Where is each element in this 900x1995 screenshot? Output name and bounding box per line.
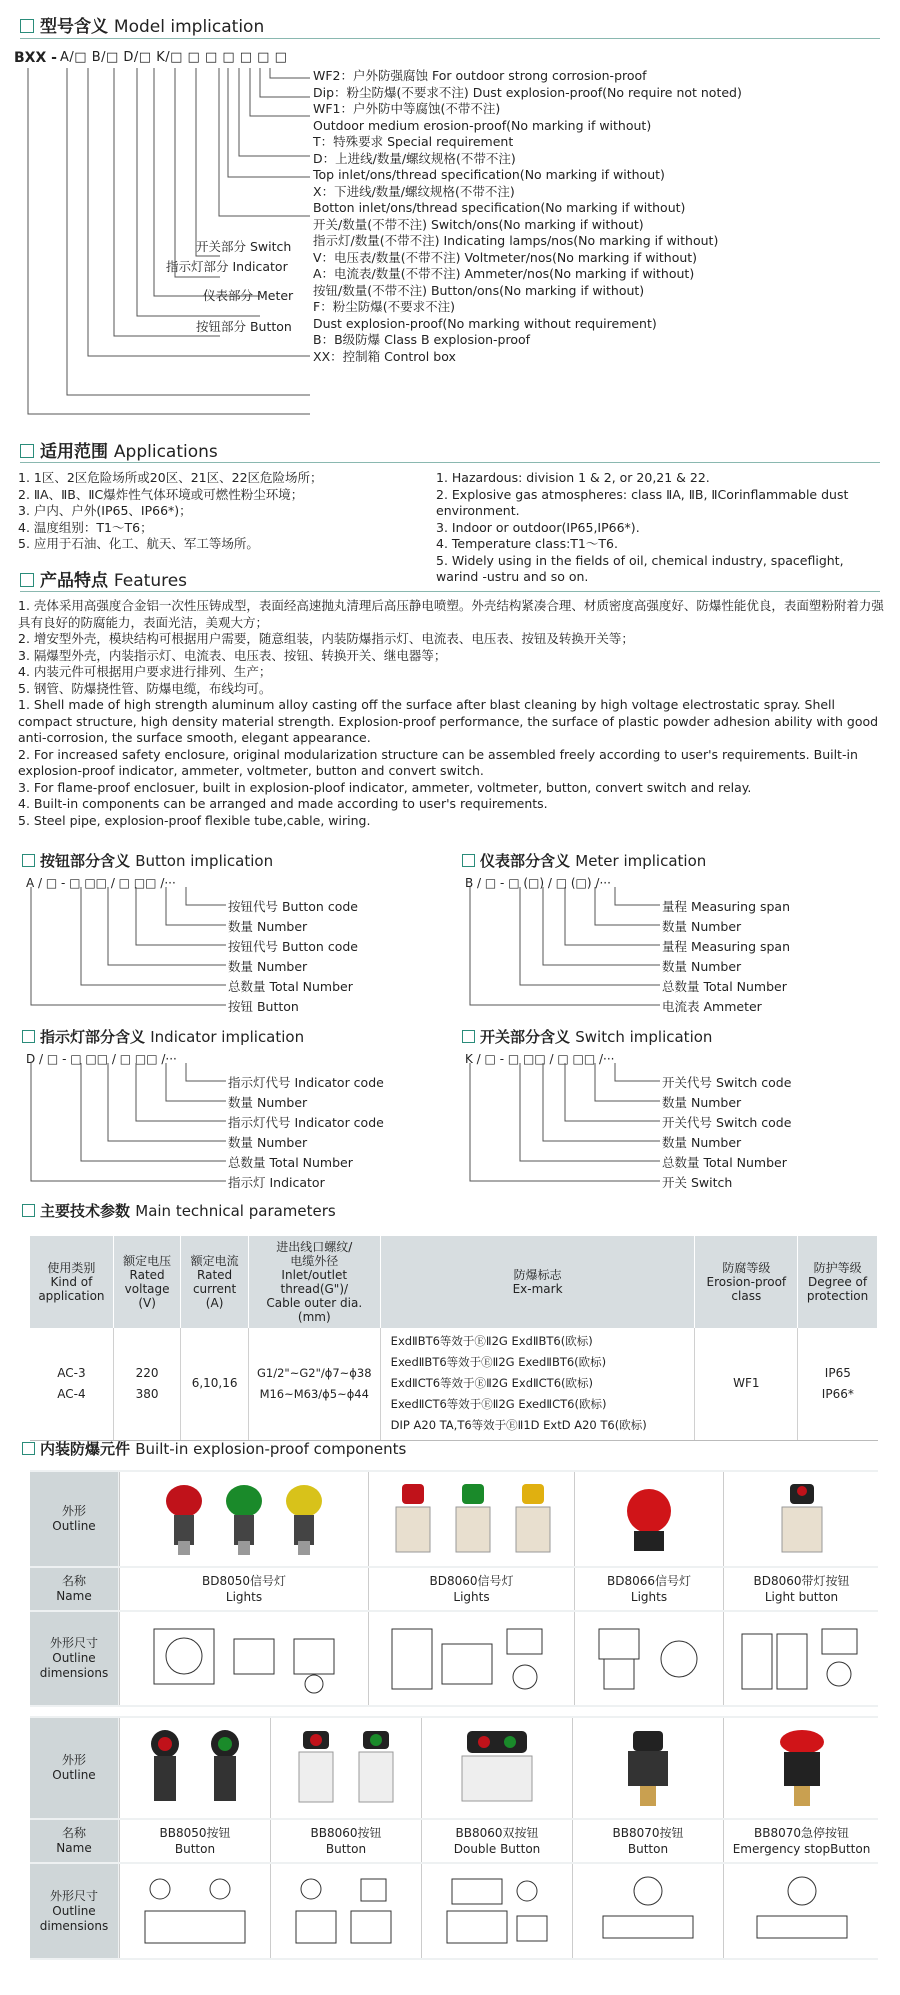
row-label-name: 名称 Name [30, 1820, 118, 1862]
features-section-title: 产品特点 Features [20, 566, 187, 591]
square-icon [22, 1204, 35, 1217]
row-label-dims: 外形尺寸 Outline dimensions [30, 1864, 118, 1958]
indicator-lights-image [382, 1479, 562, 1559]
components-title: 内装防爆元件 Built-in explosion-proof components [22, 1438, 406, 1459]
component-dims-bd8066 [574, 1612, 723, 1705]
component-image-bb8060-double [421, 1718, 572, 1818]
component-image-bb8060 [270, 1718, 421, 1818]
switch-impl-lines [465, 1061, 660, 1186]
square-icon [462, 854, 475, 867]
divider [20, 591, 880, 592]
tech-table [30, 1236, 878, 1441]
tech-title: 主要技术参数 Main technical parameters [22, 1200, 336, 1221]
dimension-drawing [584, 1619, 714, 1699]
component-name-bd8066: BD8066信号灯 Lights [574, 1568, 723, 1610]
square-icon [22, 1442, 35, 1455]
header-protection: 防护等级 Degree of protection [798, 1236, 878, 1328]
component-dims-bb8070-estop [723, 1864, 879, 1958]
component-image-bd8060 [368, 1472, 574, 1566]
component-name-bd8050: BD8050信号灯 Lights [119, 1568, 368, 1610]
row-label-outline: 外形 Outline [30, 1472, 118, 1566]
component-name-bb8070-estop: BB8070急停按钮 Emergency stopButton [723, 1820, 879, 1862]
model-label-indicator: 指示灯部分 Indicator [166, 259, 288, 274]
cell-erosion: WF1 [695, 1328, 798, 1440]
component-name-bb8070: BB8070按钮 Button [572, 1820, 723, 1862]
switch-impl-code: K / □ - □ □□ / □ □□ /··· [465, 1052, 615, 1066]
indicator-lights-image [144, 1479, 344, 1559]
divider [20, 38, 880, 39]
component-image-bd8060-button [723, 1472, 879, 1566]
component-image-bb8070-estop [723, 1718, 879, 1818]
header-kind: 使用类别 Kind of application [30, 1236, 113, 1328]
square-icon [22, 1030, 35, 1043]
indicator-impl-lines [26, 1061, 226, 1186]
component-dims-bd8060-light-button [723, 1612, 879, 1705]
emergency-stop-button-image [752, 1726, 852, 1811]
square-icon [20, 19, 34, 33]
switch-impl-title: 开关部分含义 Switch implication [462, 1026, 712, 1047]
dimension-drawing [583, 1871, 713, 1951]
applications-section-title: 适用范围 Applications [20, 437, 218, 462]
button-impl-lines [26, 885, 226, 1010]
model-right-lines: WF2：户外防强腐蚀 For outdoor strong corrosion-proof Dip：粉尘防爆(不要求不注) Dust explosion-proof(No require not noted) WF1：户外防中等腐蚀(不带不注) Outdoor medium erosion-proof(No marking if without) T：特殊要求 Special requirement D：上进线/数量/螺纹规格(不带不注) Top inlet/ons/thread specification(No marking if without) X：下进线/数量/螺纹规格(不带不注) Botton inlet/ons/thread specification(No marking if without) 开关/数量(不带不注) Switch/ons(No marking if without) 指示灯/数量(不带不注) Indicating lamps/nos(No marking if without) V：电压表/数量(不带不注) Voltmeter/nos(No marking if without) A：电流表/数量(不带不注) Ammeter/nos(No marking if without) 按钮/数量(不带不注) Button/ons(No marking if without) F：粉尘防爆(不要求不注) Dust explosion-proof(No marking without requirement) B：B级防爆 Class B explosion-proof XX：控制箱 Control box [313, 68, 742, 364]
component-name-bb8050: BB8050按钮 Button [119, 1820, 270, 1862]
indicator-impl-labels: 指示灯代号 Indicator code 数量 Number 指示灯代号 Indicator code 数量 Number 总数量 Total Number 指示灯 Indicator [228, 1075, 384, 1190]
model-label-button: 按钮部分 Button [196, 319, 292, 334]
applications-en-list: 1. Hazardous: division 1 & 2, or 20,21 & 22. 2. Explosive gas atmospheres: class ⅡA, ⅡB, ⅡCorinflammable dust environment. 3. Indoor or outdoor(IP65,IP66*). 4. Temperature class:T1～T6. 5. Widely using in the fields of oil, chemical industry, spaceflight, warind -ustru and so on. [436, 470, 849, 584]
applications-cn-list: 1. 1区、2区危险场所或20区、21区、22区危险场所； 2. ⅡA、ⅡB、ⅡC爆炸性气体环境或可燃性粉尘环境； 3. 户内、户外(IP65、IP66*)； 4. 温度组别：T1～T6； 5. 应用于石油、化工、航天、军工等场所。 [18, 470, 323, 551]
button-impl-title: 按钮部分含义 Button implication [22, 850, 273, 871]
header-current: 额定电流 Rated current (A) [181, 1236, 249, 1328]
component-dims-bb8070 [572, 1864, 723, 1958]
component-image-bb8050 [119, 1718, 270, 1818]
component-name-bb8060: BB8060按钮 Button [270, 1820, 421, 1862]
buttons-image [130, 1726, 260, 1811]
row-label-outline: 外形 Outline [30, 1718, 118, 1818]
component-dims-bb8060 [270, 1864, 421, 1958]
indicator-impl-title: 指示灯部分含义 Indicator implication [22, 1026, 304, 1047]
double-button-image [432, 1726, 562, 1811]
square-icon [462, 1030, 475, 1043]
cell-exmark: ExdⅡBT6等效于ⒺⅡ2G ExdⅡBT6(欧标) ExedⅡBT6等效于ⒺⅡ2G ExedⅡBT6(欧标) ExdⅡCT6等效于ⒺⅡ2G ExdⅡCT6(欧标) ExedⅡCT6等效于ⒺⅡ2G ExedⅡCT6(欧标) DIP A20 TA,T6等效于ⒺⅡ1D ExtD A20 T6(欧标) [380, 1328, 695, 1440]
component-image-bd8050 [119, 1472, 368, 1566]
cell-thread: G1/2"~G2"/ϕ7~ϕ38 M16~M63/ϕ5~ϕ44 [248, 1328, 380, 1440]
model-section-title: 型号含义 Model implication [20, 12, 264, 37]
dimension-drawing [134, 1619, 354, 1699]
header-thread: 进出线口螺纹/ 电缆外径 Inlet/outlet thread(G")/ Cable outer dia.(mm) [248, 1236, 380, 1328]
component-dims-bb8050 [119, 1864, 270, 1958]
cell-protection: IP65 IP66* [798, 1328, 878, 1440]
square-icon [20, 573, 34, 587]
dimension-drawing [377, 1619, 567, 1699]
square-icon [20, 444, 34, 458]
dimension-drawing [130, 1871, 260, 1951]
square-icon [22, 854, 35, 867]
model-code-prefix: BXX - [14, 50, 57, 66]
cell-kind: AC-3 AC-4 [30, 1328, 113, 1440]
dimension-drawing [432, 1871, 562, 1951]
button-impl-labels: 按钮代号 Button code 数量 Number 按钮代号 Button code 数量 Number 总数量 Total Number 按钮 Button [228, 899, 358, 1014]
row-label-name: 名称 Name [30, 1568, 118, 1610]
component-image-bb8070 [572, 1718, 723, 1818]
meter-impl-lines [465, 885, 660, 1010]
meter-impl-title: 仪表部分含义 Meter implication [462, 850, 706, 871]
button-impl-code: A / □ - □ □□ / □ □□ /··· [26, 876, 176, 890]
light-button-image [762, 1479, 842, 1559]
component-dims-bb8060-double [421, 1864, 572, 1958]
model-label-meter: 仪表部分 Meter [203, 288, 294, 303]
divider [20, 462, 880, 463]
component-name-bd8060-light-button: BD8060带灯按钮 Light button [723, 1568, 879, 1610]
switch-impl-labels: 开关代号 Switch code 数量 Number 开关代号 Switch code 数量 Number 总数量 Total Number 开关 Switch [662, 1075, 792, 1190]
component-dims-bd8060 [368, 1612, 574, 1705]
cell-current: 6,10,16 [181, 1328, 249, 1440]
component-name-bb8060-double: BB8060双按钮 Double Button [421, 1820, 572, 1862]
dimension-drawing [737, 1871, 867, 1951]
header-exmark: 防爆标志 Ex-mark [380, 1236, 695, 1328]
component-image-bd8066 [574, 1472, 723, 1566]
dimension-drawing [281, 1871, 411, 1951]
indicator-light-image [609, 1479, 689, 1559]
meter-impl-labels: 量程 Measuring span 数量 Number 量程 Measuring span 数量 Number 总数量 Total Number 电流表 Ammeter [662, 899, 791, 1014]
cell-voltage: 220 380 [113, 1328, 180, 1440]
model-code: A/□ B/□ D/□ K/□ □ □ □ □ □ □ [60, 50, 288, 65]
model-label-switch: 开关部分 Switch [196, 239, 292, 254]
buttons-image [281, 1726, 411, 1811]
row-label-dims: 外形尺寸 Outline dimensions [30, 1612, 118, 1705]
header-voltage: 额定电压 Rated voltage (V) [113, 1236, 180, 1328]
header-erosion: 防腐等级 Erosion-proof class [695, 1236, 798, 1328]
button-image [598, 1726, 698, 1811]
component-name-bd8060: BD8060信号灯 Lights [368, 1568, 574, 1610]
indicator-impl-code: D / □ - □ □□ / □ □□ /··· [26, 1052, 177, 1066]
dimension-drawing [732, 1619, 872, 1699]
component-dims-bd8050 [119, 1612, 368, 1705]
features-list: 1. 壳体采用高强度合金铝一次性压铸成型，表面经高速抛丸清理后高压静电喷塑。外壳结构紧凑合理、材质密度高强度好、防爆性能优良，表面塑粉附着力强具有良好的防腐能力，表面光洁，美观大方； 2. 增安型外壳，模块结构可根据用户需要，随意组装，内装防爆指示灯、电流表、电压表、按钮及转换开关等； 3. 隔爆型外壳，内装指示灯、电流表、电压表、按钮、转换开关、继电器等； 4. 内装元件可根据用户要求进行排列、生产； 5. 钢管、防爆挠性管、防爆电缆，布线均可。 1. Shell made of high strength aluminum alloy casting off the surface after blast cleaning by high voltage electrostatic spray. Shell compact structure, high density material strength. Explosion-proof performance, the surface of plastic powder adhesion ability with good anti-corrosion, the surface smooth, elegant appearance. 2. For increased safety enclosure, original modularization structure can be assembled freely according to user's requirements. Built-in explosion-proof indicator, ammeter, voltmeter, button and convert switch. 3. For flame-proof enclosuer, built in explosion-ploof indicator, ammeter, voltmeter, button, convert switch and relay. 4. Built-in components can be arranged and made according to user's requirements. 5. Steel pipe, explosion-proof flexible tube,cable, wiring. [18, 598, 884, 828]
meter-impl-code: B / □ - □ (□) / □ (□) /··· [465, 876, 611, 890]
